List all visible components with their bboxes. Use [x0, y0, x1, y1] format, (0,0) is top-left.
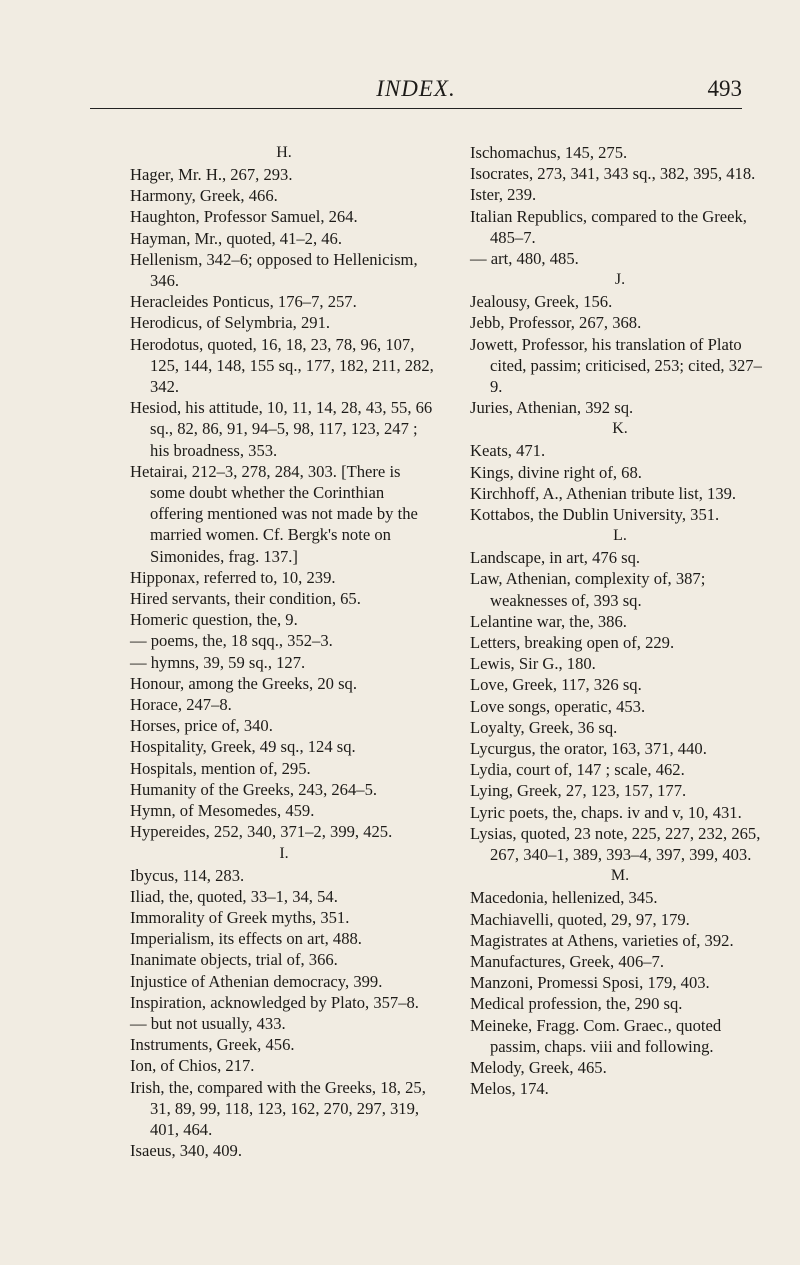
- index-entry: Melody, Greek, 465.: [470, 1057, 607, 1077]
- index-entry: Harmony, Greek, 466.: [130, 186, 278, 206]
- index-entry: Instruments, Greek, 456.: [130, 1035, 295, 1055]
- index-entry: Meineke, Fragg. Com. Graec., quoted passim, chaps. viii and following.: [470, 1015, 722, 1056]
- index-entry: Loyalty, Greek, 36 sq.: [470, 717, 618, 737]
- index-entry: Inanimate objects, trial of, 366.: [130, 950, 338, 970]
- index-entry: Hired servants, their condition, 65.: [130, 589, 361, 609]
- index-entry: Lycurgus, the orator, 163, 371, 440.: [470, 739, 707, 759]
- index-entry: Hager, Mr. H., 267, 293.: [130, 165, 293, 184]
- index-entry: Ister, 239.: [470, 185, 537, 205]
- index-entry: Macedonia, hellenized, 345.: [470, 888, 658, 908]
- index-entry: Hospitality, Greek, 49 sq., 124 sq.: [130, 737, 356, 757]
- index-entry: Herodicus, of Selymbria, 291.: [130, 313, 331, 333]
- index-entry: Juries, Athenian, 392 sq.: [470, 398, 634, 418]
- index-entry: Lelantine war, the, 386.: [470, 611, 627, 631]
- index-entry: Inspiration, acknowledged by Plato, 357–8.: [130, 992, 419, 1012]
- index-entry: Melos, 174.: [470, 1079, 549, 1099]
- index-column-right: [470, 142, 770, 1099]
- index-entry: Immorality of Greek myths, 351.: [130, 907, 350, 927]
- index-entry: Lysias, quoted, 23 note, 225, 227, 232, 265, 267, 340–1, 389, 393–4, 397, 399, 403.: [470, 823, 761, 865]
- running-head: [90, 72, 742, 109]
- index-entry: Horses, price of, 340.: [130, 716, 273, 736]
- index-column-left: [130, 142, 438, 1161]
- index-entry: Injustice of Athenian democracy, 399.: [130, 971, 383, 991]
- index-entry: Haughton, Professor Samuel, 264.: [130, 207, 358, 227]
- index-entry: — hymns, 39, 59 sq., 127.: [130, 652, 306, 672]
- index-entry: Honour, among the Greeks, 20 sq.: [130, 673, 357, 693]
- section-letter: M.: [610, 867, 630, 885]
- index-entry: Love songs, operatic, 453.: [470, 696, 646, 716]
- page-number: 493: [707, 76, 742, 101]
- section-letter: I.: [279, 844, 289, 862]
- index-entry: Medical profession, the, 290 sq.: [470, 994, 683, 1014]
- page-title: INDEX.: [376, 76, 456, 101]
- index-entry: Horace, 247–8.: [130, 695, 232, 715]
- index-entry: Keats, 471.: [470, 441, 546, 461]
- index-entry: Iliad, the, quoted, 33–1, 34, 54.: [130, 886, 338, 906]
- index-entry: Hypereides, 252, 340, 371–2, 399, 425.: [130, 822, 393, 842]
- index-entry: Landscape, in art, 476 sq.: [470, 548, 641, 568]
- index-entry: Ibycus, 114, 283.: [130, 865, 245, 885]
- index-entry: — but not usually, 433.: [130, 1013, 286, 1033]
- index-entry: Lydia, court of, 147 ; scale, 462.: [470, 760, 685, 780]
- index-entry: Hetairai, 212–3, 278, 284, 303. [There is some doubt whether the Corinthian offering mentioned was not made by the married women. Cf. Bergk's note on Simonides, frag. 137.]: [130, 461, 418, 566]
- index-entry: Ion, of Chios, 217.: [130, 1056, 255, 1076]
- index-entry: Hesiod, his attitude, 10, 11, 14, 28, 43, 55, 66 sq., 82, 86, 91, 94–5, 98, 117, 123, 247 ; his broadness, 353.: [130, 398, 433, 460]
- index-entry: Manzoni, Promessi Sposi, 179, 403.: [470, 973, 710, 993]
- index-entry: Kottabos, the Dublin University, 351.: [470, 505, 720, 525]
- index-entry: — poems, the, 18 sqq., 352–3.: [130, 631, 333, 651]
- section-letter: H.: [276, 144, 292, 161]
- index-entry: — art, 480, 485.: [470, 249, 579, 269]
- index-entry: Lewis, Sir G., 180.: [470, 654, 596, 674]
- index-entry: Machiavelli, quoted, 29, 97, 179.: [470, 909, 690, 929]
- index-entry: Imperialism, its effects on art, 488.: [130, 929, 362, 949]
- index-entry: Magistrates at Athens, varieties of, 392.: [470, 930, 734, 950]
- index-entry: Law, Athenian, complexity of, 387; weaknesses of, 393 sq.: [470, 569, 706, 610]
- index-entry: Lying, Greek, 27, 123, 157, 177.: [470, 781, 687, 801]
- index-entry: Isaeus, 340, 409.: [130, 1141, 242, 1161]
- index-entry: Isocrates, 273, 341, 343 sq., 382, 395, 418.: [470, 164, 756, 184]
- index-entry: Manufactures, Greek, 406–7.: [470, 951, 664, 971]
- index-entry: Homeric question, the, 9.: [130, 610, 298, 630]
- index-entry: Jealousy, Greek, 156.: [470, 292, 613, 312]
- index-entry: Herodotus, quoted, 16, 18, 23, 78, 96, 107, 125, 144, 148, 155 sq., 177, 182, 211, 282, 342.: [130, 334, 434, 397]
- index-entry: Hymn, of Mesomedes, 459.: [130, 801, 315, 821]
- index-entry: Letters, breaking open of, 229.: [470, 633, 675, 653]
- section-letter: K.: [612, 420, 628, 438]
- index-entry: Love, Greek, 117, 326 sq.: [470, 675, 642, 695]
- index-entry: Heracleides Ponticus, 176–7, 257.: [130, 292, 357, 312]
- index-entry: Jebb, Professor, 267, 368.: [470, 313, 642, 333]
- index-entry: Kirchhoff, A., Athenian tribute list, 139.: [470, 483, 737, 503]
- section-letter: J.: [614, 271, 626, 289]
- index-entry: Ischomachus, 145, 275.: [470, 143, 628, 162]
- index-entry: Humanity of the Greeks, 243, 264–5.: [130, 779, 378, 799]
- index-entry: Lyric poets, the, chaps. iv and v, 10, 431.: [470, 802, 742, 822]
- index-entry: Hospitals, mention of, 295.: [130, 758, 311, 778]
- index-entry: Italian Republics, compared to the Greek, 485–7.: [470, 206, 747, 247]
- index-entry: Jowett, Professor, his translation of Plato cited, passim; criticised, 253; cited, 327–9.: [470, 334, 762, 397]
- index-entry: Hipponax, referred to, 10, 239.: [130, 567, 336, 587]
- index-entry: Hellenism, 342–6; opposed to Hellenicism, 346.: [130, 249, 418, 291]
- index-entry: Irish, the, compared with the Greeks, 18, 25, 31, 89, 99, 118, 123, 162, 270, 297, 319, 401, 464.: [130, 1077, 426, 1139]
- index-entry: Kings, divine right of, 68.: [470, 462, 642, 482]
- index-entry: Hayman, Mr., quoted, 41–2, 46.: [130, 228, 343, 248]
- section-letter: L.: [613, 527, 627, 545]
